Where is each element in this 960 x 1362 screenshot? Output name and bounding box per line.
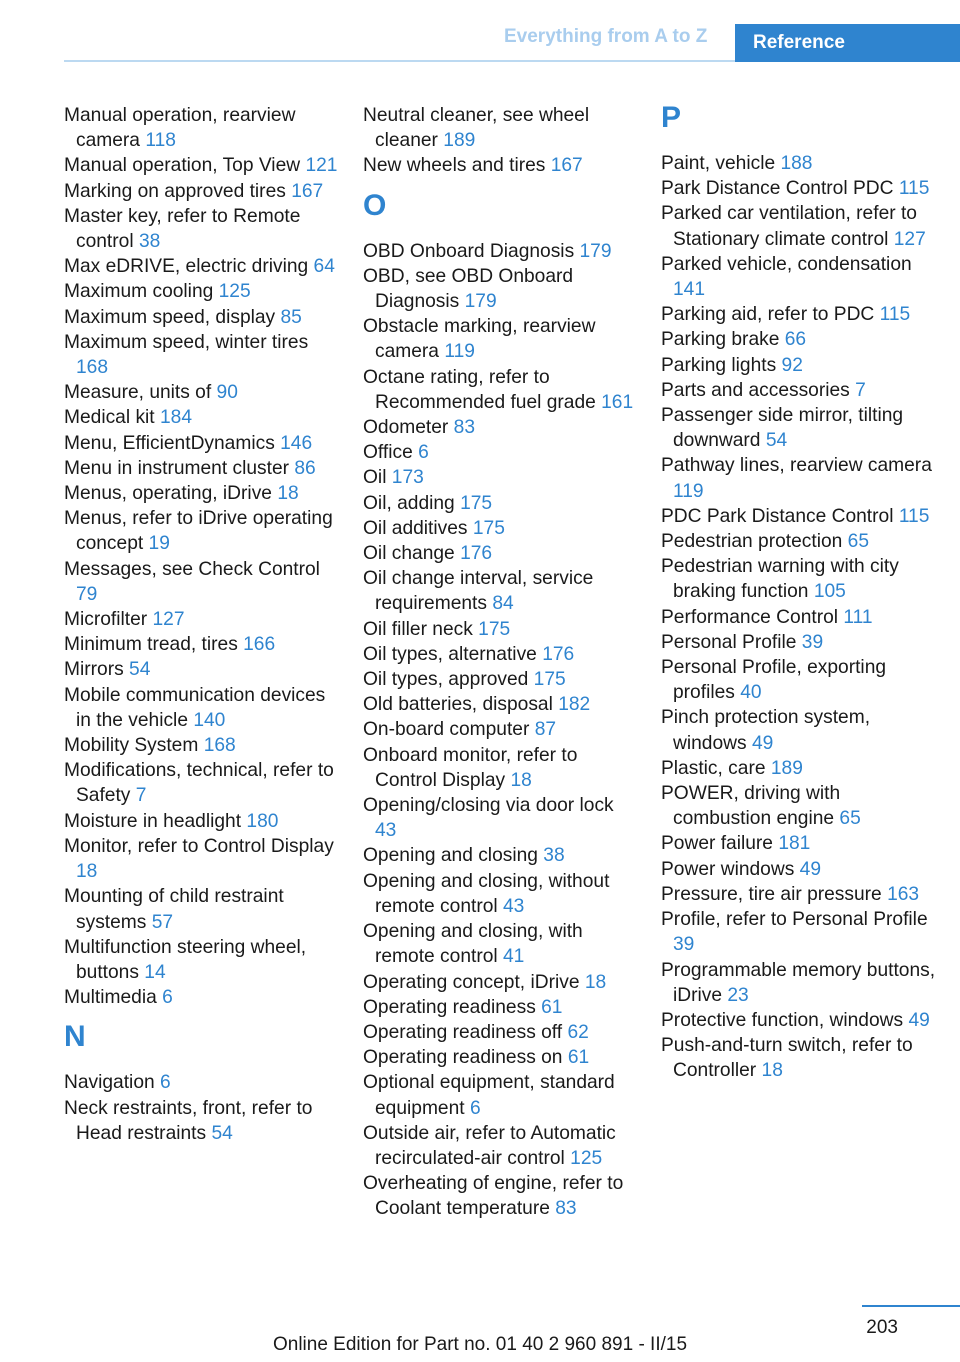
- header-divider: [64, 60, 735, 62]
- footer-divider: [862, 1305, 960, 1307]
- section-title: Everything from A to Z: [504, 26, 708, 47]
- entry-term: Mounting of child restraint systems: [64, 886, 284, 933]
- index-entry: [363, 1070, 638, 1120]
- entry-term: Park Distance Control PDC: [661, 178, 894, 200]
- index-entry: [661, 353, 936, 378]
- entry-term: Mirrors: [64, 659, 124, 681]
- index-entry: [363, 516, 638, 541]
- index-letter-heading: O: [363, 188, 387, 222]
- entry-term: Oil change interval, service requirements: [363, 568, 594, 615]
- entry-page-link[interactable]: 92: [781, 354, 803, 376]
- entry-term: Odometer: [363, 417, 449, 439]
- index-entry: [661, 705, 936, 755]
- index-entry: [661, 907, 936, 957]
- entry-term: Oil: [363, 467, 387, 489]
- index-entry: [661, 1033, 936, 1083]
- entry-term: Overheating of engine, refer to Coolant temperature: [363, 1173, 624, 1220]
- index-entry: [661, 605, 936, 630]
- entry-page-link[interactable]: 119: [673, 480, 704, 502]
- entry-term: Operating readiness: [363, 996, 536, 1018]
- entry-page-link[interactable]: 163: [887, 883, 920, 905]
- entry-page-link[interactable]: 119: [444, 341, 475, 363]
- entry-page-link[interactable]: 140: [193, 709, 226, 731]
- entry-page-link[interactable]: 125: [218, 281, 251, 303]
- index-entry: [363, 415, 638, 440]
- entry-page-link[interactable]: 6: [418, 442, 429, 464]
- index-entry: [661, 882, 936, 907]
- entry-page-link[interactable]: 43: [502, 895, 525, 917]
- entry-term: Oil change: [363, 543, 455, 565]
- entry-page-link[interactable]: 105: [813, 581, 846, 603]
- index-entry: [64, 431, 339, 456]
- entry-term: Menus, operating, iDrive: [64, 483, 272, 505]
- entry-page-link[interactable]: 14: [144, 961, 166, 983]
- index-entry: [661, 781, 936, 831]
- entry-term: Menu in instrument cluster: [64, 457, 290, 479]
- entry-term: Mobile communication devices in the vehicle: [64, 684, 326, 731]
- entry-term: Manual operation, rearview camera: [64, 105, 296, 152]
- index-entry: [64, 834, 339, 884]
- entry-page-link[interactable]: 41: [502, 946, 525, 968]
- entry-page-link[interactable]: 115: [898, 178, 930, 200]
- entry-term: Plastic, care: [661, 757, 766, 779]
- entry-term: Minimum tread, tires: [64, 634, 238, 656]
- index-entry: [363, 153, 638, 178]
- entry-term: Passenger side mirror, tilting downward: [661, 405, 904, 452]
- entry-term: Parts and accessories: [661, 379, 850, 401]
- index-entry: [64, 481, 339, 506]
- entry-page-link[interactable]: 179: [579, 240, 612, 262]
- entry-term: Parking brake: [661, 329, 780, 351]
- index-entry: [64, 758, 339, 808]
- index-entry: [64, 683, 339, 733]
- index-entry: [64, 809, 339, 834]
- entry-page-link[interactable]: 62: [567, 1021, 589, 1043]
- entry-page-link[interactable]: 86: [294, 457, 316, 479]
- index-entry: [363, 239, 638, 264]
- entry-page-link[interactable]: 90: [216, 382, 238, 404]
- entry-term: OBD Onboard Diagnosis: [363, 240, 575, 262]
- entry-term: Opening and closing: [363, 845, 538, 867]
- reference-tab: Reference: [735, 24, 960, 62]
- entry-page-link[interactable]: 168: [203, 735, 236, 757]
- index-column-1: [64, 103, 339, 1146]
- index-entry: [661, 176, 936, 201]
- entry-page-link[interactable]: 83: [555, 1198, 577, 1220]
- index-entry: [363, 1121, 638, 1171]
- entry-term: Oil types, alternative: [363, 643, 537, 665]
- index-entry: [661, 857, 936, 882]
- entry-term: Pathway lines, rearview camera: [661, 455, 932, 477]
- page-number: 203: [866, 1317, 898, 1338]
- entry-page-link[interactable]: 79: [76, 583, 98, 605]
- entry-term: Parked vehicle, condensation: [661, 253, 912, 275]
- entry-page-link[interactable]: 6: [160, 1072, 171, 1094]
- index-entry: [64, 557, 339, 607]
- entry-page-link[interactable]: 175: [478, 618, 511, 640]
- entry-term: Menu, EfficientDynamics: [64, 432, 275, 454]
- entry-page-link[interactable]: 182: [558, 694, 591, 716]
- index-entry: [661, 252, 936, 302]
- index-entry: [661, 958, 936, 1008]
- entry-page-link[interactable]: 54: [129, 659, 151, 681]
- entry-page-link[interactable]: 54: [211, 1122, 233, 1144]
- entry-term: Pedestrian warning with city braking function: [661, 556, 899, 603]
- entry-page-link[interactable]: 125: [570, 1147, 603, 1169]
- index-entry: [64, 935, 339, 985]
- entry-term: Pinch protection system, windows: [661, 707, 871, 754]
- index-column-2: [363, 103, 638, 1222]
- index-entry: [64, 657, 339, 682]
- entry-page-link[interactable]: 18: [761, 1060, 783, 1082]
- entry-page-link[interactable]: 18: [76, 861, 98, 883]
- index-entry: [64, 733, 339, 758]
- index-entry: [363, 970, 638, 995]
- entry-term: Messages, see Check Control: [64, 558, 320, 580]
- index-entry: [64, 632, 339, 657]
- index-entry: [661, 529, 936, 554]
- index-entry: [64, 179, 339, 204]
- entry-page-link[interactable]: 161: [601, 391, 634, 413]
- entry-page-link[interactable]: 6: [469, 1097, 481, 1119]
- index-entry: [661, 327, 936, 352]
- entry-page-link[interactable]: 127: [152, 609, 185, 631]
- entry-page-link[interactable]: 65: [847, 531, 870, 553]
- entry-term: Mobility System: [64, 735, 199, 757]
- entry-term: Moisture in headlight: [64, 810, 242, 832]
- entry-page-link[interactable]: 84: [492, 593, 514, 615]
- index-entry: [363, 264, 638, 314]
- entry-term: Programmable memory buttons, iDrive: [661, 959, 936, 1006]
- entry-term: Office: [363, 442, 413, 464]
- entry-page-link[interactable]: 7: [135, 785, 147, 807]
- entry-page-link[interactable]: 166: [243, 634, 276, 656]
- index-entry: [363, 793, 638, 843]
- index-entry: [661, 378, 936, 403]
- entry-term: Oil filler neck: [363, 618, 473, 640]
- index-entry: [64, 456, 339, 481]
- entry-term: Operating concept, iDrive: [363, 971, 580, 993]
- entry-term: Neck restraints, front, refer to Head restraints: [64, 1097, 313, 1144]
- entry-term: Oil additives: [363, 517, 468, 539]
- entry-page-link[interactable]: 83: [453, 417, 476, 439]
- index-entry: [64, 305, 339, 330]
- entry-page-link[interactable]: 49: [908, 1009, 930, 1031]
- index-entry: [363, 465, 638, 490]
- entry-page-link[interactable]: 175: [533, 669, 566, 691]
- entry-term: Octane rating, refer to Recommended fuel grade: [363, 366, 596, 413]
- index-entry: [661, 831, 936, 856]
- entry-term: Parked car ventilation, refer to Stationary climate control: [661, 203, 917, 250]
- entry-term: Multifunction steering wheel, buttons: [64, 936, 307, 983]
- index-entry: [64, 103, 339, 153]
- entry-term: Personal Profile: [661, 631, 797, 653]
- index-entry: [64, 506, 339, 556]
- entry-term: Manual operation, Top View: [64, 155, 301, 177]
- index-entry: [363, 440, 638, 465]
- entry-page-link[interactable]: 127: [893, 228, 926, 250]
- entry-page-link[interactable]: 181: [778, 833, 811, 855]
- index-entry: [661, 756, 936, 781]
- entry-term: Obstacle marking, rearview camera: [363, 316, 596, 363]
- entry-page-link[interactable]: 85: [280, 306, 302, 328]
- index-entry: [363, 692, 638, 717]
- index-entry: [64, 985, 339, 1010]
- index-entry: [64, 1070, 339, 1095]
- index-entry: [661, 302, 936, 327]
- index-entry: [661, 151, 936, 176]
- index-entry: [661, 655, 936, 705]
- index-entry: [64, 380, 339, 405]
- entry-page-link[interactable]: 168: [76, 357, 109, 379]
- index-entry: [363, 743, 638, 793]
- entry-term: Master key, refer to Remote control: [64, 205, 301, 253]
- entry-term: Opening and closing, without remote control: [363, 870, 610, 917]
- entry-page-link[interactable]: 18: [584, 971, 607, 993]
- index-entry: [363, 1045, 638, 1070]
- entry-term: PDC Park Distance Control: [661, 505, 894, 527]
- entry-page-link[interactable]: 6: [162, 987, 173, 1009]
- index-entry: [64, 607, 339, 632]
- entry-term: On-board computer: [363, 719, 530, 741]
- index-entry: [363, 919, 638, 969]
- entry-page-link[interactable]: 43: [375, 820, 397, 842]
- index-entry: [363, 642, 638, 667]
- entry-term: Neutral cleaner, see wheel cleaner: [363, 105, 590, 152]
- entry-term: OBD, see OBD Onboard Diagnosis: [363, 265, 574, 313]
- entry-term: Marking on approved tires: [64, 180, 286, 202]
- entry-page-link[interactable]: 176: [460, 543, 493, 565]
- entry-term: Push-and-turn switch, refer to Controller: [661, 1035, 913, 1082]
- page-header: [0, 0, 960, 62]
- entry-page-link[interactable]: 115: [879, 304, 911, 326]
- index-letter-heading: P: [661, 101, 682, 134]
- index-entry: [363, 869, 638, 919]
- entry-term: Power failure: [661, 833, 773, 855]
- index-entry: [363, 314, 638, 364]
- entry-page-link[interactable]: 184: [159, 407, 192, 429]
- index-entry: [661, 453, 936, 503]
- entry-term: Parking aid, refer to PDC: [661, 304, 875, 326]
- entry-page-link[interactable]: 61: [567, 1047, 590, 1069]
- index-entry: [363, 541, 638, 566]
- index-entry: [64, 254, 339, 279]
- entry-page-link[interactable]: 176: [542, 643, 575, 665]
- entry-page-link[interactable]: 49: [799, 858, 821, 880]
- entry-term: Protective function, windows: [661, 1009, 904, 1031]
- entry-term: Maximum cooling: [64, 281, 214, 303]
- entry-term: Pedestrian protection: [661, 531, 843, 553]
- entry-page-link[interactable]: 39: [673, 934, 695, 956]
- entry-page-link[interactable]: 19: [148, 533, 170, 555]
- entry-page-link[interactable]: 175: [472, 517, 505, 539]
- entry-term: New wheels and tires: [363, 155, 546, 177]
- entry-page-link[interactable]: 38: [543, 845, 565, 867]
- entry-term: Opening and closing, with remote control: [363, 921, 583, 968]
- entry-page-link[interactable]: 167: [291, 180, 324, 202]
- entry-term: Measure, units of: [64, 382, 212, 404]
- entry-page-link[interactable]: 7: [855, 379, 866, 401]
- entry-term: Navigation: [64, 1072, 155, 1094]
- index-entry: [64, 279, 339, 304]
- index-entry: [661, 630, 936, 655]
- entry-page-link[interactable]: 115: [898, 505, 930, 527]
- entry-term: Old batteries, disposal: [363, 694, 553, 716]
- index-entry: [661, 554, 936, 604]
- index-entry: [363, 995, 638, 1020]
- entry-page-link[interactable]: 49: [751, 732, 774, 754]
- index-entry: [363, 365, 638, 415]
- index-letter-heading: N: [64, 1020, 86, 1054]
- entry-term: Pressure, tire air pressure: [661, 883, 882, 905]
- index-entry: [363, 667, 638, 692]
- index-entry: [363, 617, 638, 642]
- entry-page-link[interactable]: 23: [727, 984, 749, 1006]
- entry-term: Medical kit: [64, 407, 155, 429]
- entry-page-link[interactable]: 38: [138, 231, 161, 253]
- entry-term: Opening/closing via door lock: [363, 795, 614, 817]
- entry-term: Performance Control: [661, 606, 839, 628]
- entry-page-link[interactable]: 173: [391, 467, 424, 489]
- entry-page-link[interactable]: 179: [464, 291, 497, 313]
- entry-page-link[interactable]: 18: [510, 769, 532, 791]
- entry-page-link[interactable]: 146: [280, 432, 313, 454]
- entry-term: Operating readiness on: [363, 1047, 563, 1069]
- index-entry: [64, 204, 339, 254]
- entry-term: Modifications, technical, refer to Safety: [64, 760, 334, 807]
- index-entry: [363, 566, 638, 616]
- entry-term: Menus, refer to iDrive operating concept: [64, 508, 333, 555]
- index-column-3: [661, 103, 936, 1084]
- index-entry: [661, 1008, 936, 1033]
- entry-term: Operating readiness off: [363, 1021, 563, 1043]
- entry-term: Parking lights: [661, 354, 777, 376]
- index-entry: [363, 843, 638, 868]
- entry-term: Optional equipment, standard equipment: [363, 1072, 615, 1119]
- index-entry: [363, 1020, 638, 1045]
- entry-page-link[interactable]: 39: [801, 631, 824, 653]
- entry-page-link[interactable]: 111: [843, 606, 873, 628]
- entry-term: Onboard monitor, refer to Control Display: [363, 744, 578, 791]
- entry-page-link[interactable]: 87: [534, 719, 557, 741]
- entry-page-link[interactable]: 66: [784, 329, 807, 351]
- entry-page-link[interactable]: 57: [151, 911, 174, 933]
- entry-term: Maximum speed, display: [64, 306, 276, 328]
- index-entry: [661, 504, 936, 529]
- entry-page-link[interactable]: 18: [277, 483, 299, 505]
- entry-term: Power windows: [661, 858, 795, 880]
- entry-page-link[interactable]: 167: [550, 155, 583, 177]
- entry-page-link[interactable]: 118: [145, 130, 176, 152]
- entry-term: Profile, refer to Personal Profile: [661, 909, 928, 931]
- index-entry: [363, 717, 638, 742]
- index-entry: [363, 103, 638, 153]
- entry-page-link[interactable]: 175: [460, 492, 493, 514]
- index-entry: [64, 330, 339, 380]
- index-entry: [64, 1096, 339, 1146]
- entry-page-link[interactable]: 141: [673, 279, 706, 301]
- entry-page-link[interactable]: 54: [765, 430, 788, 452]
- index-entry: [64, 884, 339, 934]
- index-entry: [661, 201, 936, 251]
- index-entry: [64, 153, 339, 178]
- entry-term: Paint, vehicle: [661, 153, 776, 174]
- entry-page-link[interactable]: 188: [780, 153, 813, 174]
- entry-term: Microfilter: [64, 609, 148, 631]
- entry-term: POWER, driving with combustion engine: [661, 783, 841, 830]
- edition-note: Online Edition for Part no. 01 40 2 960 891 - II/15: [272, 1334, 688, 1355]
- entry-term: Max eDRIVE, electric driving: [64, 256, 309, 278]
- entry-page-link[interactable]: 40: [740, 682, 762, 704]
- entry-term: Oil, adding: [363, 492, 455, 514]
- entry-term: Outside air, refer to Automatic recirculated-air control: [363, 1122, 616, 1169]
- entry-page-link[interactable]: 180: [246, 810, 279, 832]
- entry-page-link[interactable]: 64: [313, 256, 335, 278]
- entry-page-link[interactable]: 189: [443, 130, 476, 152]
- entry-term: Personal Profile, exporting profiles: [661, 657, 887, 704]
- index-entry: [661, 403, 936, 453]
- entry-term: Multimedia: [64, 987, 157, 1009]
- entry-page-link[interactable]: 61: [541, 996, 563, 1018]
- entry-page-link[interactable]: 189: [770, 757, 803, 779]
- index-entry: [363, 491, 638, 516]
- index-entry: [363, 1171, 638, 1221]
- entry-page-link[interactable]: 65: [839, 808, 861, 830]
- entry-term: Monitor, refer to Control Display: [64, 835, 334, 857]
- index-entry: [64, 405, 339, 430]
- entry-term: Maximum speed, winter tires: [64, 331, 309, 353]
- entry-page-link[interactable]: 121: [305, 155, 338, 177]
- entry-term: Oil types, approved: [363, 669, 529, 691]
